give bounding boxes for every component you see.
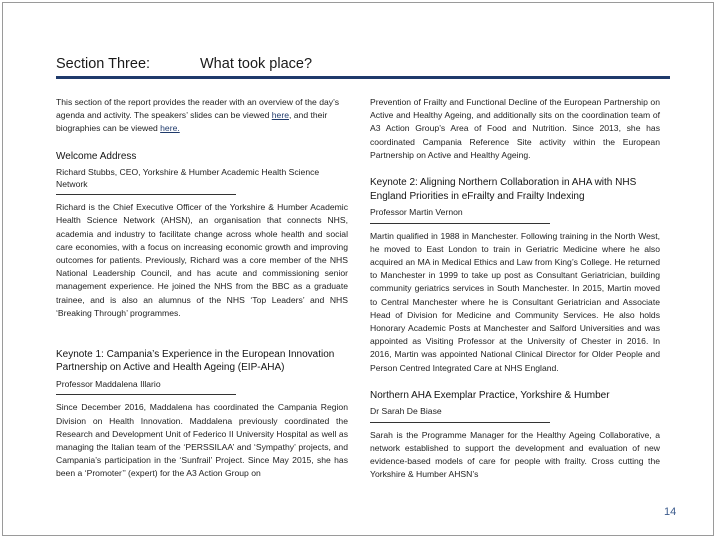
right-column (370, 96, 660, 482)
keynote1-speaker: Professor Maddalena Illario (56, 378, 161, 389)
section-title: What took place? (200, 56, 313, 72)
divider (56, 394, 236, 395)
exemplar-heading: Northern AHA Exemplar Practice, Yorkshire & Humber (370, 389, 610, 401)
divider (370, 422, 550, 423)
continuation-text: Prevention of Frailty and Functional Decline of the European Partnership on Active and Healthy Ageing, and additionally sits on the coordination team of A3 Action Group’s Area of Food and Nutrition. Since 2013, she has coordinated Campania Reference Site activity within the European Partnership on Active and Healthy Ageing. (370, 97, 660, 160)
section-header (56, 56, 670, 79)
biographies-link[interactable]: here. (160, 123, 180, 134)
keynote2-bio: Martin qualified in 1988 in Manchester. Following training in the North West, he moved to East London to train in Geriatric Medicine where he also acquired an MA in Medical Ethics and Law from King’s College. He returned to Manchester in 1999 to take up post as Consultant Geriatrician, building community geriatrics services in South Manchester. In 2015, Martin moved to Central Manchester where he is Consultant Geriatrician and Associate Head of Division for Medicine and Community Services. He also holds Honorary Academic Posts at Manchester and Salford Universities and was appointed as Visiting Professor at the University of Chester in 2016. In 2016, Martin was appointed National Clinical Director for Older People and Person Centred Integrated Care at NHS England. (370, 230, 660, 373)
section-label: Section Three: (56, 56, 151, 72)
divider (56, 194, 236, 195)
left-column (56, 96, 348, 481)
slides-link[interactable]: here (271, 110, 289, 121)
intro-text: This section of the report provides the reader with an overview of the day’s agenda and activity. The speakers’ slides can be viewed (56, 97, 340, 121)
welcome-speaker: Richard Stubbs, CEO, Yorkshire & Humber Academic Health Science Network (56, 167, 320, 189)
intro-paragraph (56, 96, 348, 136)
welcome-bio: Richard is the Chief Executive Officer of the Yorkshire & Humber Academic Health Science Network (AHSN), an organisation that connects NHS, academia and industry to facilitate change across whole health and social care economies, with a focus on increasing economic growth and improving outcomes for patients. Previously, Richard was a core member of the NHS National Leadership Council, and has acute and commissioning senior management experience. He joined the NHS from the BBC as a graduate trainee, and is also an alumnus of the NHS ‘Top Leaders’ and NHS ‘Breaking Through’ programmes. (56, 202, 348, 318)
keynote2-heading: Keynote 2: Aligning Northern Collaboration in AHA with NHS England Priorities in eFrailty and Frailty Indexing (370, 177, 637, 202)
page-number: 14 (664, 506, 677, 518)
welcome-heading: Welcome Address (56, 150, 137, 162)
divider (370, 223, 550, 224)
keynote1-heading: Keynote 1: Campania’s Experience in the European Innovation Partnership on Active and Health Ageing (EIP-AHA) (56, 348, 335, 374)
keynote1-bio: Since December 2016, Maddalena has coordinated the Campania Region Division on Health Innovation. Maddalena previously coordinated the Research and Development Unit of Federico II University Hospital as well as managing the Italian team of the ‘PERSSILAA’ and ‘Sympathy’ projects, and Campania’s participation in the ‘Sunfrail’ Project. Since May 2015, she has been a ‘Promoter’’ (expert) for the A3 Action Group on (56, 402, 348, 479)
intro-text-middle: , and their biographies can be viewed (56, 110, 328, 134)
keynote2-speaker: Professor Martin Vernon (370, 207, 463, 218)
exemplar-speaker: Dr Sarah De Biase (370, 406, 442, 417)
exemplar-bio: Sarah is the Programme Manager for the Healthy Ageing Collaborative, a network established to support the development and evaluation of new evidence-based models of care for people with frailty. Cross cutting the Yorkshire & Humber AHSN’s (370, 429, 660, 480)
